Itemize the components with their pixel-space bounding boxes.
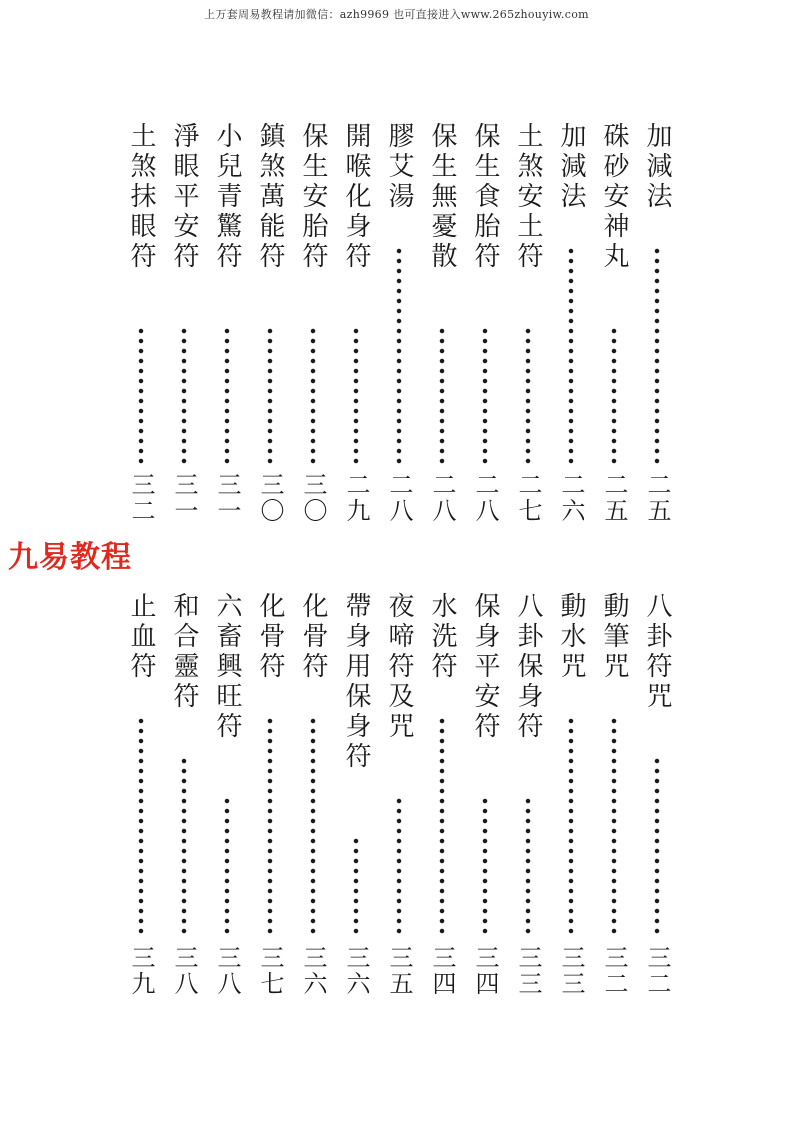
toc-entry-title: 保生安胎符 bbox=[298, 122, 328, 272]
toc-entry-title: 動筆咒 bbox=[599, 592, 629, 682]
toc-entry-page: 二八 bbox=[428, 472, 456, 524]
toc-entry-page: 二八 bbox=[471, 472, 499, 524]
toc-entry-title: 保身平安符 bbox=[470, 592, 500, 742]
toc-leader-dots bbox=[396, 796, 402, 937]
toc-entry-title: 六畜興旺符 bbox=[212, 592, 242, 742]
toc-entry-page: 三二 bbox=[600, 945, 628, 997]
toc-entry-title: 鎮煞萬能符 bbox=[255, 122, 285, 272]
toc-leader-dots bbox=[654, 756, 660, 937]
toc-entry-page: 三三 bbox=[557, 945, 585, 997]
toc-entry bbox=[422, 592, 462, 1025]
toc-entry-page: 二五 bbox=[643, 472, 671, 524]
toc-entry bbox=[121, 122, 161, 552]
toc-leader-dots bbox=[482, 326, 488, 464]
toc-entry-title: 化骨符 bbox=[255, 592, 285, 682]
toc-entry bbox=[164, 122, 204, 552]
toc-leader-dots bbox=[138, 326, 144, 464]
toc-entry bbox=[121, 592, 161, 1025]
toc-entry-page: 三一 bbox=[213, 472, 241, 524]
toc-leader-dots bbox=[181, 326, 187, 464]
toc-leader-dots bbox=[224, 796, 230, 937]
toc-leader-dots bbox=[568, 246, 574, 464]
toc-entry bbox=[551, 592, 591, 1025]
toc-entry-page: 三〇 bbox=[299, 472, 327, 524]
toc-leader-dots bbox=[439, 716, 445, 937]
toc-leader-dots bbox=[267, 716, 273, 937]
toc-entry bbox=[293, 122, 333, 552]
toc-leader-dots bbox=[267, 326, 273, 464]
toc-entry-title: 止血符 bbox=[126, 592, 156, 682]
toc-leader-dots bbox=[482, 796, 488, 937]
toc-entry bbox=[551, 122, 591, 552]
toc-leader-dots bbox=[396, 246, 402, 464]
toc-entry-title: 化骨符 bbox=[298, 592, 328, 682]
toc-entry-page: 二五 bbox=[600, 472, 628, 524]
toc-entry bbox=[637, 122, 677, 552]
toc-leader-dots bbox=[654, 246, 660, 464]
toc-entry-page: 二九 bbox=[342, 472, 370, 524]
toc-entry-page: 三四 bbox=[428, 945, 456, 997]
toc-entry bbox=[207, 122, 247, 552]
toc-entry-page: 二八 bbox=[385, 472, 413, 524]
toc-entry-page: 三七 bbox=[256, 945, 284, 997]
toc-leader-dots bbox=[611, 716, 617, 937]
toc-entry bbox=[379, 122, 419, 552]
toc-leader-dots bbox=[439, 326, 445, 464]
toc-entry-title: 八卦保身符 bbox=[513, 592, 543, 742]
toc-entry-title: 淨眼平安符 bbox=[169, 122, 199, 272]
toc-leader-dots bbox=[525, 796, 531, 937]
toc-entry bbox=[508, 592, 548, 1025]
toc-entry-title: 小兒青驚符 bbox=[212, 122, 242, 272]
toc-leader-dots bbox=[568, 716, 574, 937]
toc-entry-page: 三六 bbox=[299, 945, 327, 997]
toc-entry bbox=[422, 122, 462, 552]
toc-entry-page: 三六 bbox=[342, 945, 370, 997]
toc-entry-title: 土煞安土符 bbox=[513, 122, 543, 272]
toc-entry-title: 加減法 bbox=[556, 122, 586, 212]
toc-entry-title: 保生食胎符 bbox=[470, 122, 500, 272]
toc-entry-page: 三三 bbox=[514, 945, 542, 997]
toc-entry-page: 三八 bbox=[213, 945, 241, 997]
toc-entry-title: 八卦符咒 bbox=[642, 592, 672, 712]
toc-entry bbox=[164, 592, 204, 1025]
toc-entry-page: 二七 bbox=[514, 472, 542, 524]
toc-entry-title: 和合靈符 bbox=[169, 592, 199, 712]
toc-entry-page: 三四 bbox=[471, 945, 499, 997]
toc-leader-dots bbox=[353, 326, 359, 464]
toc-entry-page: 三二 bbox=[127, 472, 155, 524]
toc-entry bbox=[465, 122, 505, 552]
toc-entry bbox=[379, 592, 419, 1025]
toc-entry-page: 三五 bbox=[385, 945, 413, 997]
toc-entry-title: 膠艾湯 bbox=[384, 122, 414, 212]
toc-entry bbox=[250, 592, 290, 1025]
toc-entry-title: 加減法 bbox=[642, 122, 672, 212]
toc-entry bbox=[207, 592, 247, 1025]
toc-entry-title: 水洗符 bbox=[427, 592, 457, 682]
toc-leader-dots bbox=[611, 326, 617, 464]
toc-entry-title: 帶身用保身符 bbox=[341, 592, 371, 772]
watermark-logo: 九易教程 bbox=[8, 540, 132, 575]
toc-entry bbox=[508, 122, 548, 552]
toc-entry bbox=[637, 592, 677, 1025]
toc-leader-dots bbox=[310, 326, 316, 464]
toc-entry-page: 三九 bbox=[127, 945, 155, 997]
toc-entry bbox=[594, 592, 634, 1025]
toc-entry bbox=[293, 592, 333, 1025]
toc-entry-title: 硃砂安神丸 bbox=[599, 122, 629, 272]
toc-leader-dots bbox=[353, 836, 359, 937]
toc-leader-dots bbox=[138, 716, 144, 937]
toc-entry-title: 動水咒 bbox=[556, 592, 586, 682]
toc-entry-page: 三二 bbox=[643, 945, 671, 997]
toc-leader-dots bbox=[224, 326, 230, 464]
toc-leader-dots bbox=[310, 716, 316, 937]
toc-leader-dots bbox=[525, 326, 531, 464]
toc-entry bbox=[336, 122, 376, 552]
toc-entry-title: 土煞抹眼符 bbox=[126, 122, 156, 272]
toc-entry-title: 保生無憂散 bbox=[427, 122, 457, 272]
toc-entry bbox=[336, 592, 376, 1025]
toc-entry-page: 三〇 bbox=[256, 472, 284, 524]
toc-entry bbox=[250, 122, 290, 552]
toc-entry bbox=[465, 592, 505, 1025]
toc-entry-title: 夜啼符及咒 bbox=[384, 592, 414, 742]
toc-leader-dots bbox=[181, 756, 187, 937]
toc-entry-page: 二六 bbox=[557, 472, 585, 524]
toc-entry-title: 開喉化身符 bbox=[341, 122, 371, 272]
toc-entry bbox=[594, 122, 634, 552]
toc-entry-page: 三一 bbox=[170, 472, 198, 524]
header-note: 上万套周易教程请加微信：azh9969 也可直接进入www.265zhouyiw.com bbox=[204, 8, 589, 21]
toc-entry-page: 三八 bbox=[170, 945, 198, 997]
